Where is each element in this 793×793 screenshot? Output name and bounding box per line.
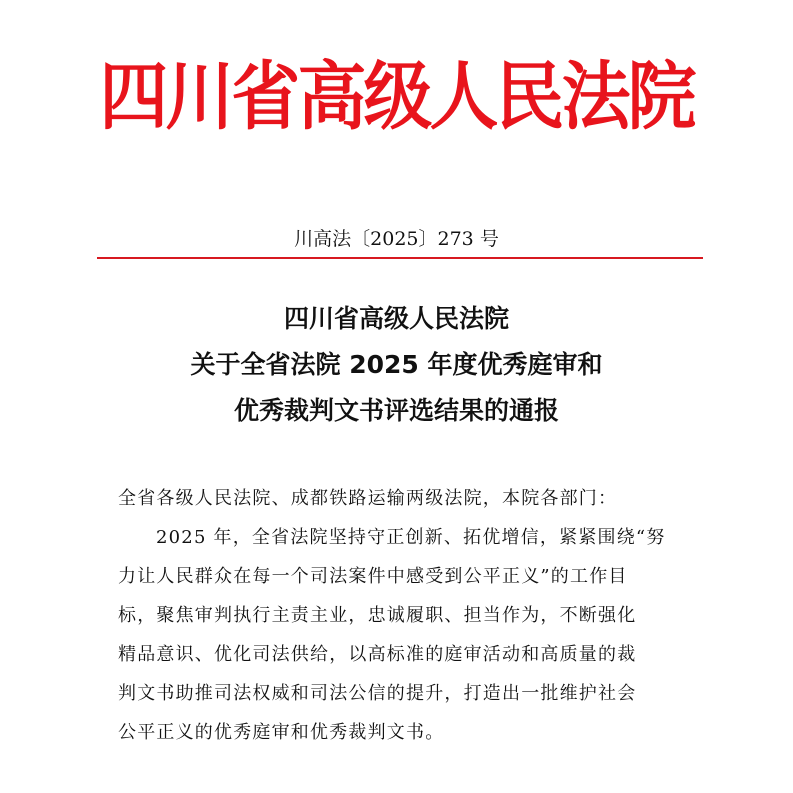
paragraph-line-6: 公平正义的优秀庭审和优秀裁判文书。 — [118, 722, 445, 743]
notice-body — [118, 479, 698, 752]
notice-title-line-2: 关于全省法院 2025 年度优秀庭审和 — [190, 350, 603, 379]
notice-title-line-1: 四川省高级人民法院 — [283, 304, 509, 333]
red-divider-line — [97, 257, 703, 259]
document-number: 川高法〔2025〕273 号 — [294, 228, 499, 250]
paragraph-line-3: 标，聚焦审判执行主责主业，忠诚履职、担当作为，不断强化 — [118, 605, 637, 626]
salutation: 全省各级人民法院、成都铁路运输两级法院，本院各部门： — [118, 488, 618, 509]
paragraph-line-5: 判文书助推司法权威和司法公信的提升，打造出一批维护社会 — [118, 683, 637, 704]
paragraph-line-1: 2025 年，全省法院坚持守正创新、拓优增信，紧紧围绕“努 — [156, 527, 666, 548]
masthead-title: 四川省高级人民法院 — [99, 54, 694, 140]
notice-title-line-3: 优秀裁判文书评选结果的通报 — [233, 396, 559, 425]
paragraph-line-2: 力让人民群众在每一个司法案件中感受到公平正义”的工作目 — [118, 566, 628, 587]
notice-title — [0, 296, 793, 434]
paragraph-line-4: 精品意识、优化司法供给，以高标准的庭审活动和高质量的裁 — [118, 644, 637, 665]
